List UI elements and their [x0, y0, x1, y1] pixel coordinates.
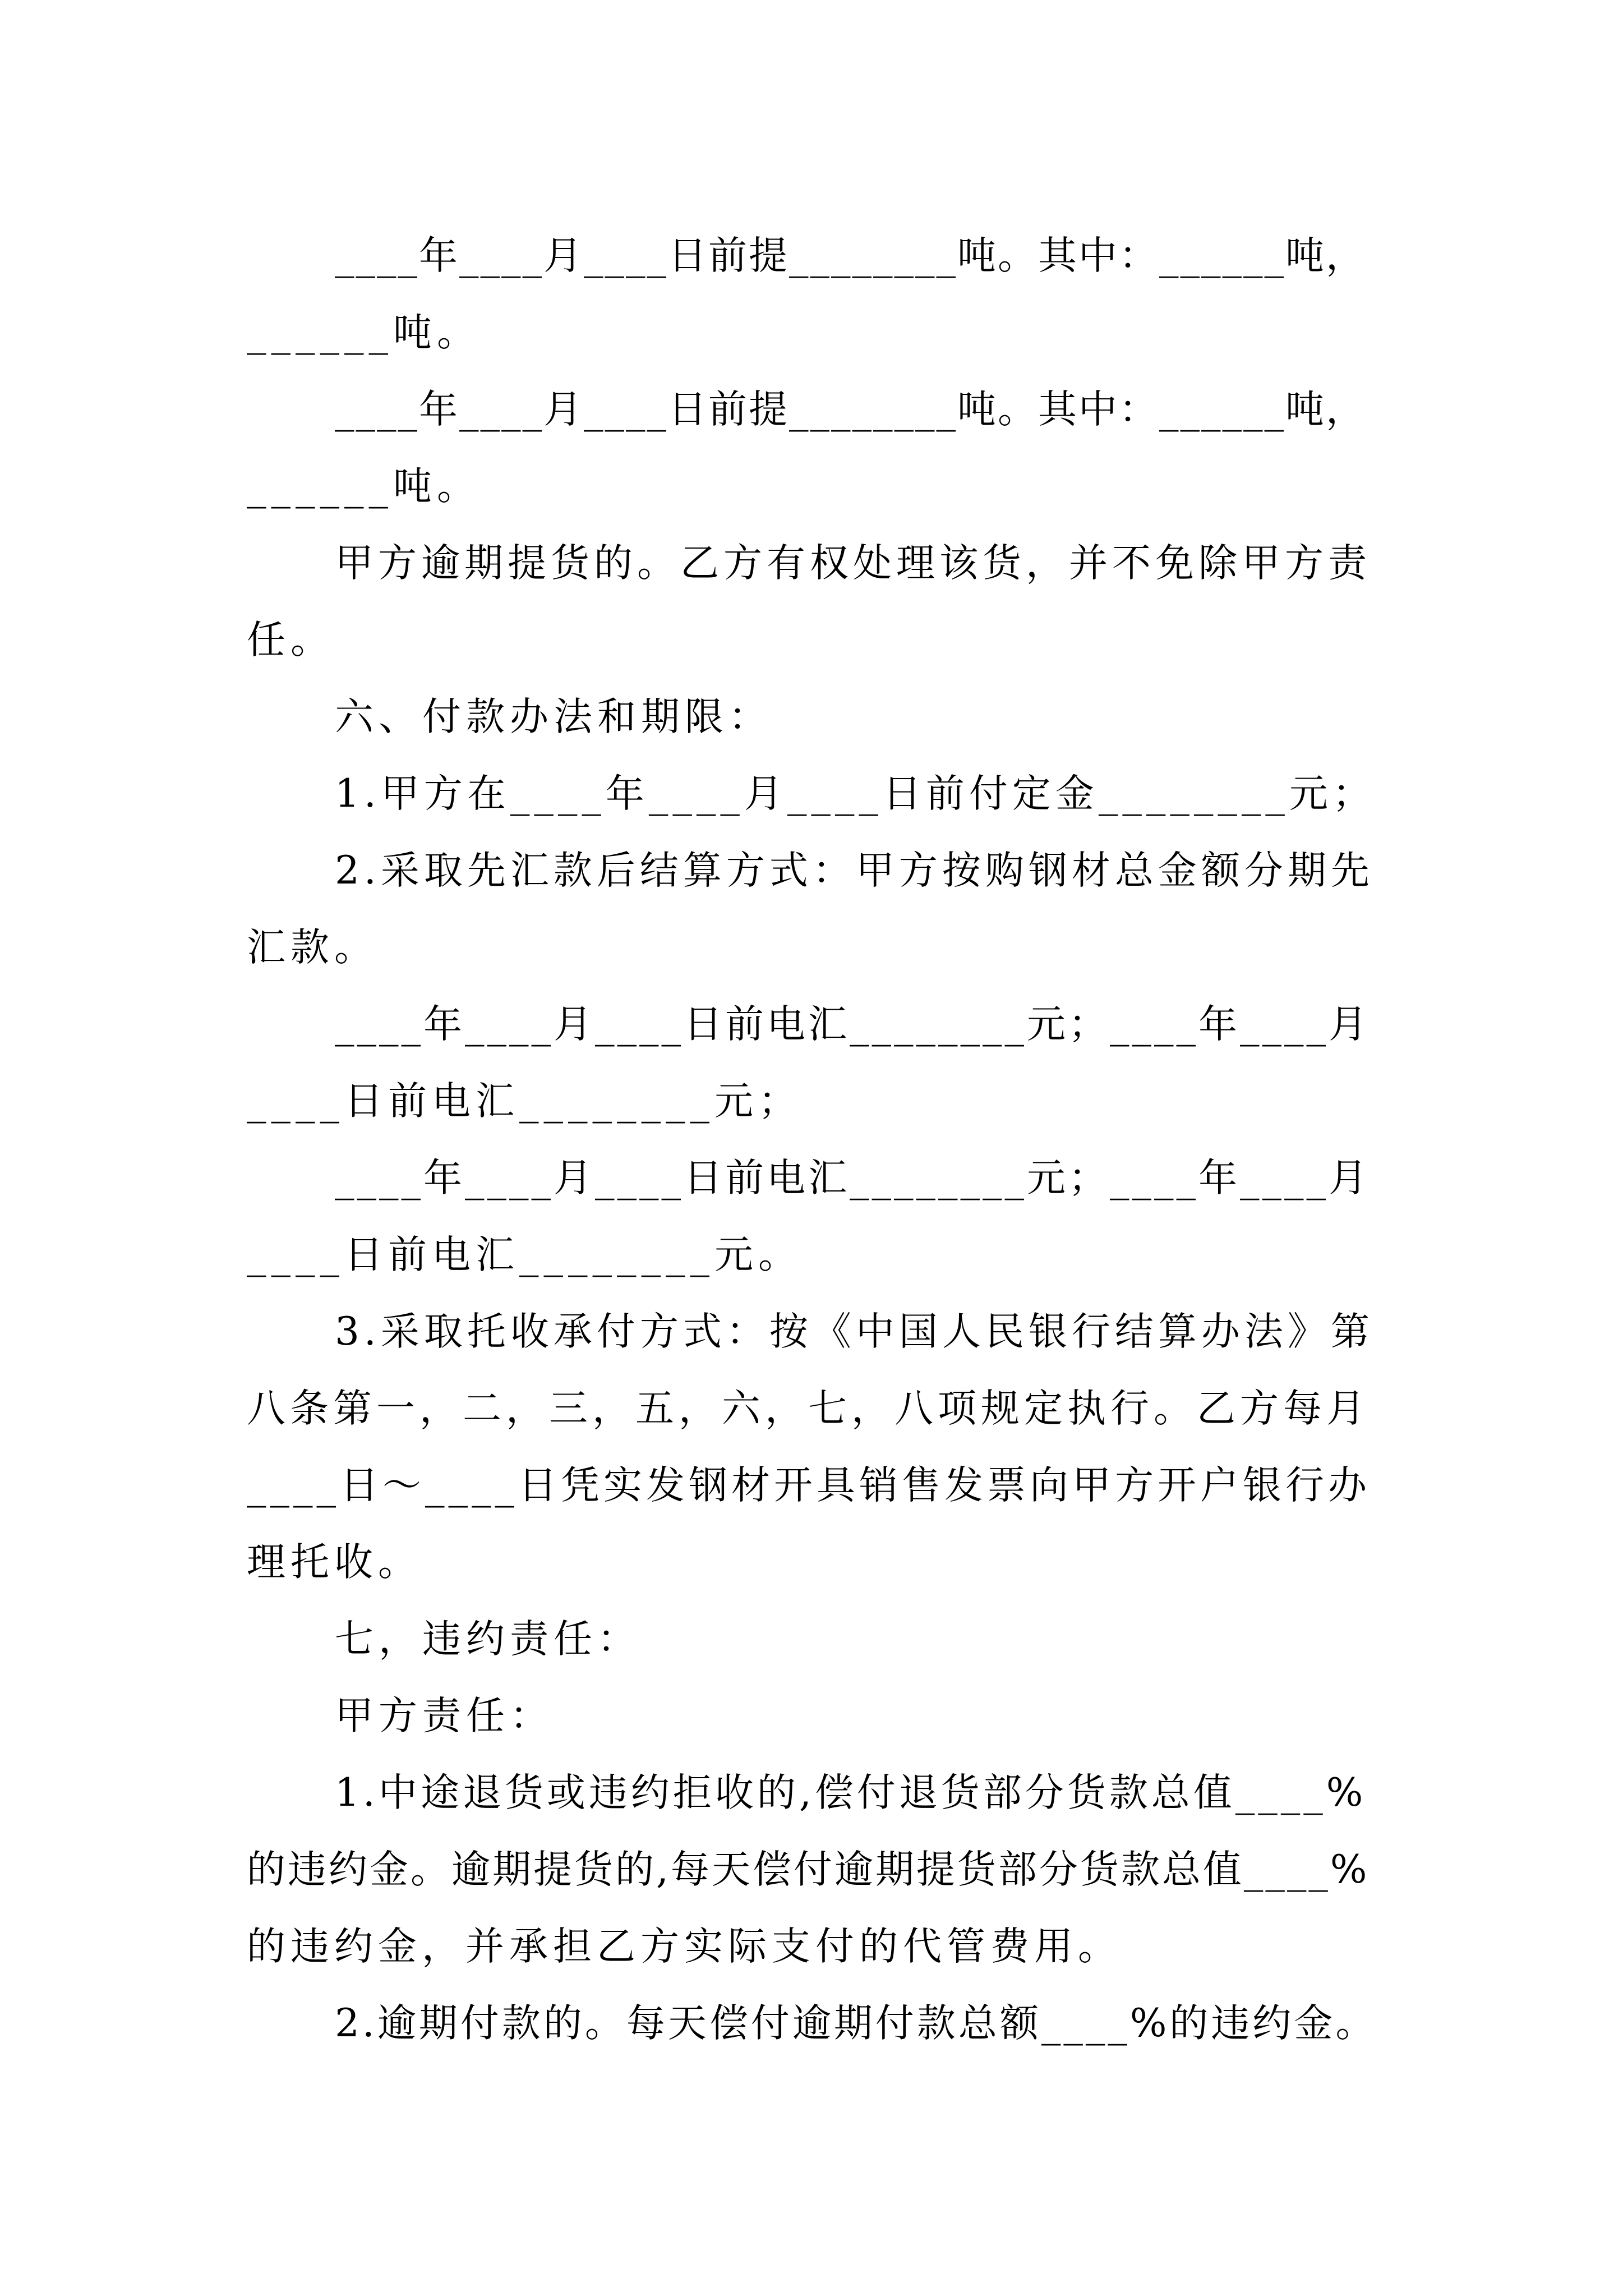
- text-line: 八条第一，二，三，五，六，七，八项规定执行。乙方每月: [247, 1386, 1370, 1431]
- text-line: ____日前电汇________元；: [247, 1079, 802, 1124]
- text-line: 1.甲方在____年____月____日前付定金________元；: [335, 771, 1376, 816]
- text-line: 1.中途退货或违约拒收的,偿付退货部分货款总值____%: [335, 1770, 1367, 1815]
- text-line: ______吨。: [247, 310, 481, 355]
- text-line: ____年____月____日前提________吨。其中：______吨，: [335, 233, 1366, 278]
- text-line: 理托收。: [247, 1540, 422, 1585]
- text-line: ____日～____日凭实发钢材开具销售发票向甲方开户银行办: [247, 1463, 1371, 1508]
- text-line: ____年____月____日前电汇________元；____年____月: [335, 1002, 1370, 1047]
- text-line: 的违约金。逾期提货的,每天偿付逾期提货部分货款总值____%: [247, 1847, 1370, 1892]
- text-line: 甲方责任：: [335, 1694, 554, 1738]
- text-line: 2.采取先汇款后结算方式：甲方按购钢材总金额分期先: [335, 848, 1374, 893]
- document-body: [247, 218, 1380, 2062]
- text-line: ____年____月____日前电汇________元；____年____月: [335, 1156, 1370, 1200]
- text-line: 汇款。: [247, 925, 378, 970]
- text-line: ____年____月____日前提________吨。其中：______吨，: [335, 387, 1366, 432]
- text-line: 3.采取托收承付方式：按《中国人民银行结算办法》第: [335, 1309, 1374, 1354]
- text-line: 2.逾期付款的。每天偿付逾期付款总额____%的违约金。: [335, 2001, 1377, 2046]
- text-line: ______吨。: [247, 464, 481, 509]
- text-line: 甲方逾期提货的。乙方有权处理该货，并不免除甲方责: [335, 541, 1371, 586]
- text-line: 任。: [247, 618, 334, 662]
- section-heading: 七，违约责任：: [335, 1617, 641, 1662]
- text-line: 六、付款办法和期限：: [335, 694, 772, 739]
- text-line: 的违约金，并承担乙方实际支付的代管费用。: [247, 1924, 1122, 1969]
- text-line: ____日前电汇________元。: [247, 1232, 802, 1277]
